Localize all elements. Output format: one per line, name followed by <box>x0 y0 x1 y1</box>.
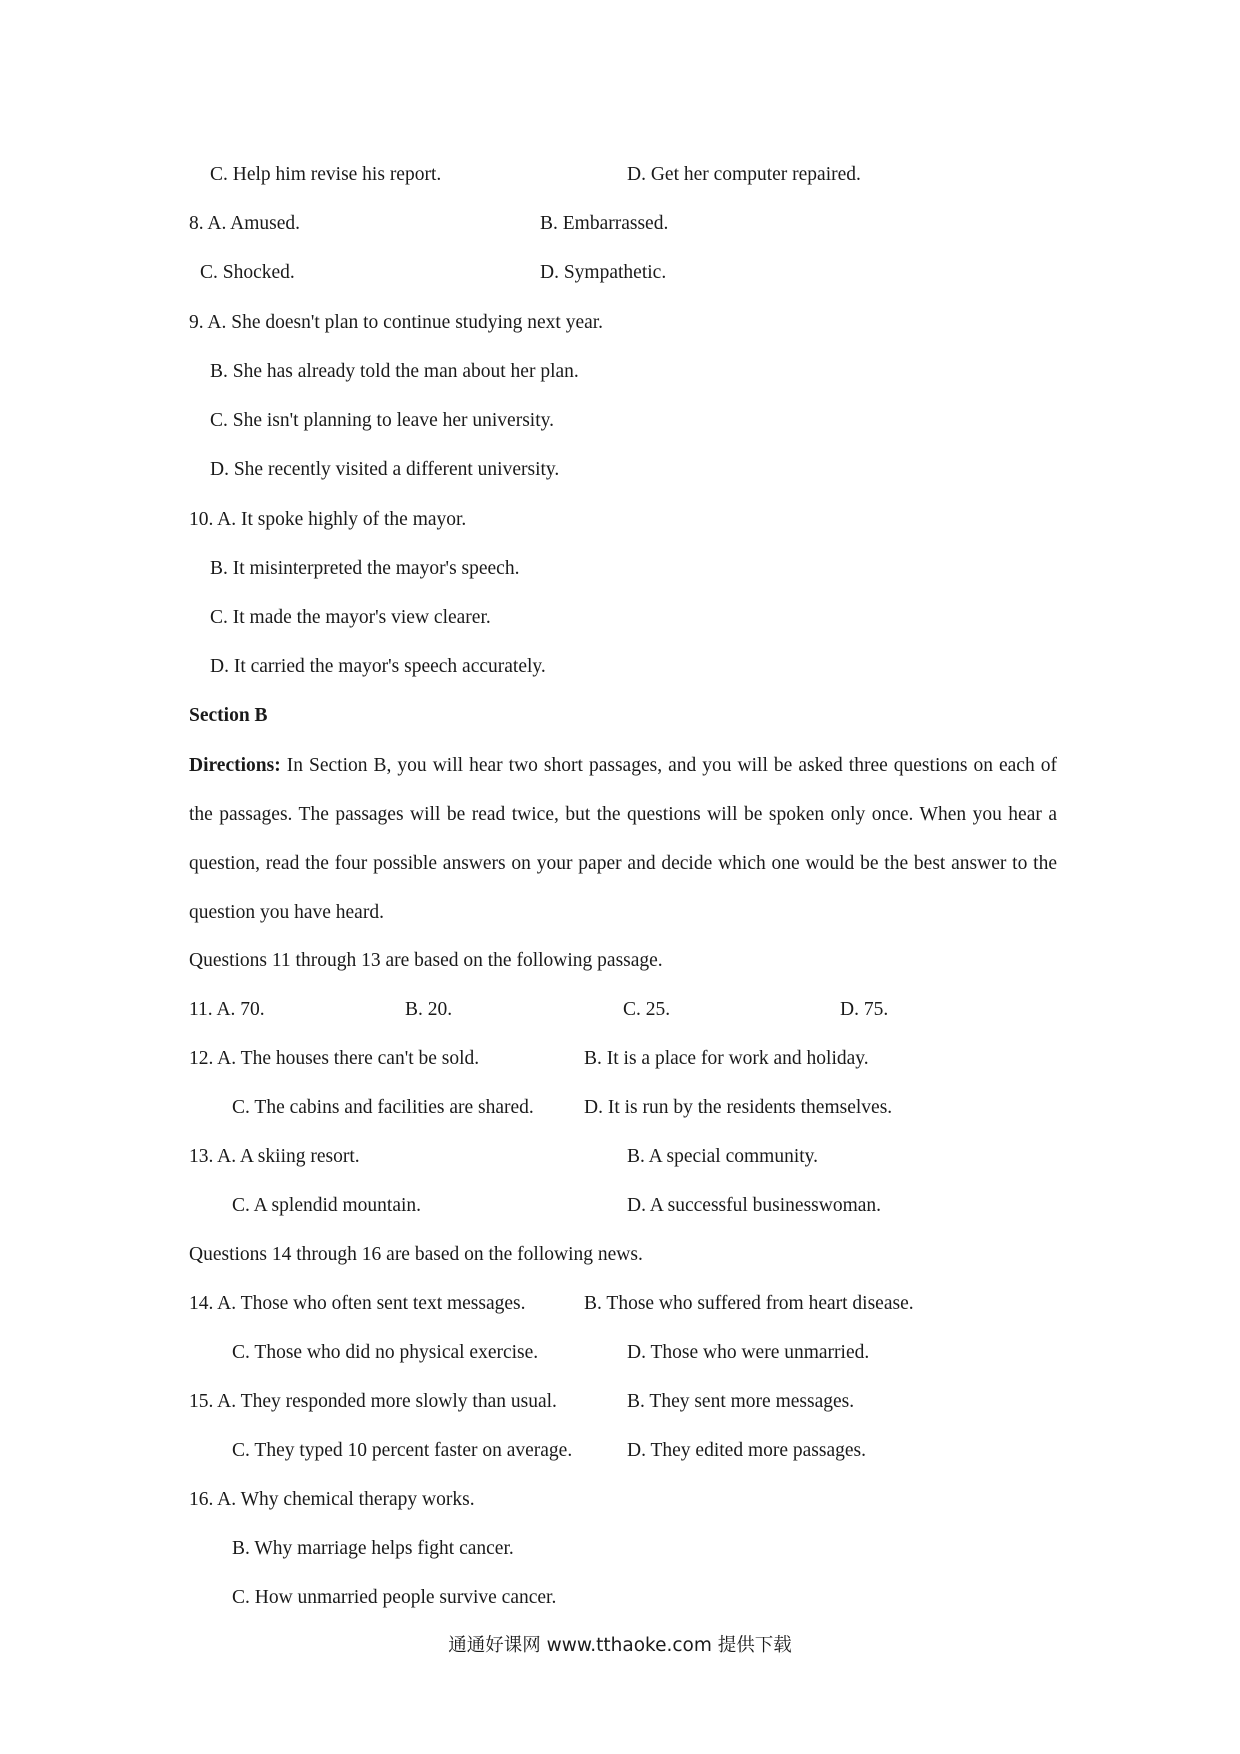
q14-option-c: C. Those who did no physical exercise. <box>232 1342 539 1363</box>
q13-option-d: D. A successful businesswoman. <box>627 1195 882 1216</box>
page-footer: 通通好课网 www.tthaoke.com 提供下载 <box>448 1635 792 1656</box>
q11-option-b: B. 20. <box>405 999 453 1020</box>
q14-option-b: B. Those who suffered from heart disease. <box>584 1293 914 1314</box>
q16-option-c: C. How unmarried people survive cancer. <box>232 1587 557 1608</box>
q15-option-b: B. They sent more messages. <box>627 1391 855 1412</box>
q11-option-a: 11. A. 70. <box>189 999 265 1020</box>
q14-option-a: 14. A. Those who often sent text messages. <box>189 1293 526 1314</box>
q12-option-a: 12. A. The houses there can't be sold. <box>189 1048 480 1069</box>
q10-option-d: D. It carried the mayor's speech accurately. <box>210 656 546 677</box>
q13-option-c: C. A splendid mountain. <box>232 1195 422 1216</box>
q8-option-c: C. Shocked. <box>200 262 295 283</box>
q8-option-b: B. Embarrassed. <box>540 213 669 234</box>
q13-option-a: 13. A. A skiing resort. <box>189 1146 360 1167</box>
q11-option-d: D. 75. <box>840 999 889 1020</box>
q9-option-c: C. She isn't planning to leave her university. <box>210 410 554 431</box>
q9-option-b: B. She has already told the man about her plan. <box>210 361 579 382</box>
q12-option-c: C. The cabins and facilities are shared. <box>232 1097 534 1118</box>
q10-option-a: 10. A. It spoke highly of the mayor. <box>189 509 467 530</box>
q7-option-d: D. Get her computer repaired. <box>627 164 861 185</box>
section-b-heading: Section B <box>189 705 268 726</box>
q12-option-b: B. It is a place for work and holiday. <box>584 1048 869 1069</box>
q8-option-d: D. Sympathetic. <box>540 262 667 283</box>
q15-option-d: D. They edited more passages. <box>627 1440 866 1461</box>
q10-option-c: C. It made the mayor's view clearer. <box>210 607 491 628</box>
q12-option-d: D. It is run by the residents themselves. <box>584 1097 893 1118</box>
q7-option-c: C. Help him revise his report. <box>210 164 442 185</box>
q9-option-d: D. She recently visited a different university. <box>210 459 560 480</box>
q8-option-a: 8. A. Amused. <box>189 213 301 234</box>
directions-label: Directions: <box>189 755 281 776</box>
q11-option-c: C. 25. <box>623 999 671 1020</box>
q16-option-b: B. Why marriage helps fight cancer. <box>232 1538 514 1559</box>
q15-option-c: C. They typed 10 percent faster on average. <box>232 1440 573 1461</box>
q13-option-b: B. A special community. <box>627 1146 819 1167</box>
directions-text: In Section B, you will hear two short passages, and you will be asked three questions on each of the passages. The passages will be read twice, but the questions will be spoken only once. When you hear a question, read the four possible answers on your paper and decide which one would be the best answer to the question you have heard. <box>189 755 1057 923</box>
section-b-directions <box>189 741 1057 937</box>
q14-option-d: D. Those who were unmarried. <box>627 1342 870 1363</box>
q9-option-a: 9. A. She doesn't plan to continue studying next year. <box>189 312 604 333</box>
intro-questions-11-13: Questions 11 through 13 are based on the following passage. <box>189 950 663 971</box>
q10-option-b: B. It misinterpreted the mayor's speech. <box>210 558 520 579</box>
intro-questions-14-16: Questions 14 through 16 are based on the following news. <box>189 1244 643 1265</box>
q16-option-a: 16. A. Why chemical therapy works. <box>189 1489 475 1510</box>
q15-option-a: 15. A. They responded more slowly than usual. <box>189 1391 557 1412</box>
